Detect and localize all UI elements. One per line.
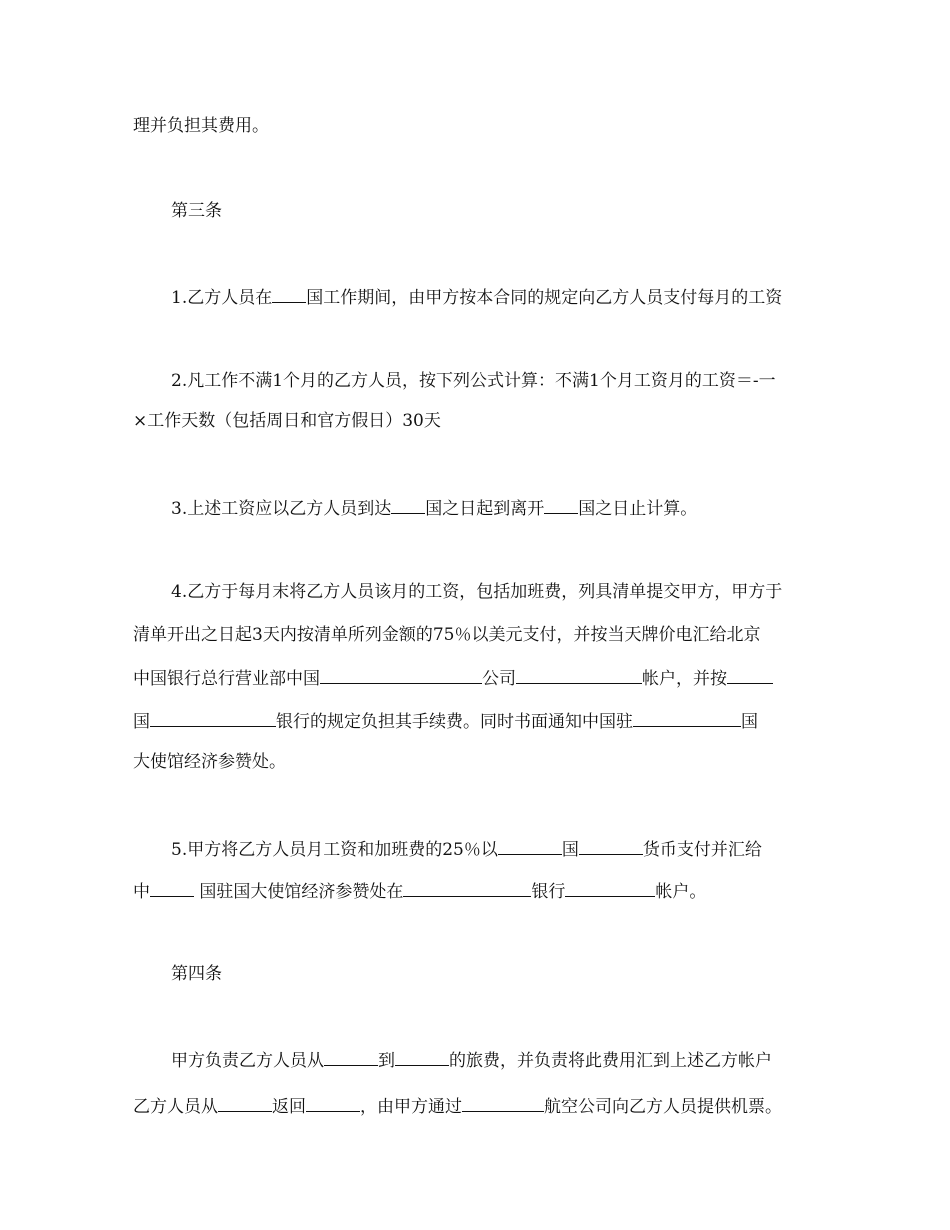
fill-blank (565, 879, 655, 897)
article-3-item-4-line-1: 4.乙方于每月末将乙方人员该月的工资，包括加班费，列具清单提交甲方，甲方于 (171, 582, 783, 602)
fill-blank (727, 666, 773, 684)
article-3-item-5-line-1: 5.甲方将乙方人员月工资和加班费的25％以 国 货币支付并汇给 (171, 837, 871, 861)
fill-blank (150, 879, 194, 897)
article-3-item-5-line-2: 中 国驻国大使馆经济参赞处在 银行 帐户。 (133, 879, 833, 903)
fill-blank (462, 1094, 544, 1112)
article-3-item-4-line-4: 国 银行的规定负担其手续费。同时书面通知中国驻 国 (133, 709, 833, 733)
article-3-heading: 第三条 (171, 201, 222, 221)
article-4-heading: 第四条 (171, 964, 222, 984)
article-4-line-2: 乙方人员从 返回 ，由甲方通过 航空公司向乙方人员提供机票。 (133, 1094, 833, 1118)
article-3-item-4-line-3: 中国银行总行营业部中国 公司 帐户，并按 (133, 666, 833, 690)
fill-blank (403, 879, 531, 897)
fill-blank (320, 666, 482, 684)
article-3-item-2-line-2: ×工作天数（包括周日和官方假日）30天 (133, 411, 441, 431)
fill-blank (218, 1094, 272, 1112)
fill-blank (498, 837, 562, 855)
fill-blank (150, 709, 276, 727)
article-3-item-3: 3.上述工资应以乙方人员到达 国之日起到离开 国之日止计算。 (171, 496, 871, 520)
fill-blank (633, 709, 741, 727)
fill-blank (516, 666, 642, 684)
fill-blank (391, 496, 425, 514)
fill-blank (544, 496, 578, 514)
article-4-line-1: 甲方负责乙方人员从 到 的旅费，并负责将此费用汇到上述乙方帐户 (171, 1048, 871, 1072)
fill-blank (395, 1048, 449, 1066)
fill-blank (579, 837, 643, 855)
fill-blank (306, 1094, 360, 1112)
article-3-item-2-line-1: 2.凡工作不满1个月的乙方人员，按下列公式计算：不满1个月工资月的工资＝-一 (171, 371, 776, 391)
article-3-item-4-line-2: 清单开出之日起3天内按清单所列金额的75％以美元支付，并按当天牌价电汇给北京 (133, 625, 761, 645)
continuation-text: 理并负担其费用。 (133, 116, 269, 136)
article-3-item-4-line-5: 大使馆经济参赞处。 (133, 752, 286, 772)
article-3-item-1: 1.乙方人员在 国工作期间，由甲方按本合同的规定向乙方人员支付每月的工资 (171, 285, 871, 309)
fill-blank (272, 285, 306, 303)
fill-blank (324, 1048, 378, 1066)
